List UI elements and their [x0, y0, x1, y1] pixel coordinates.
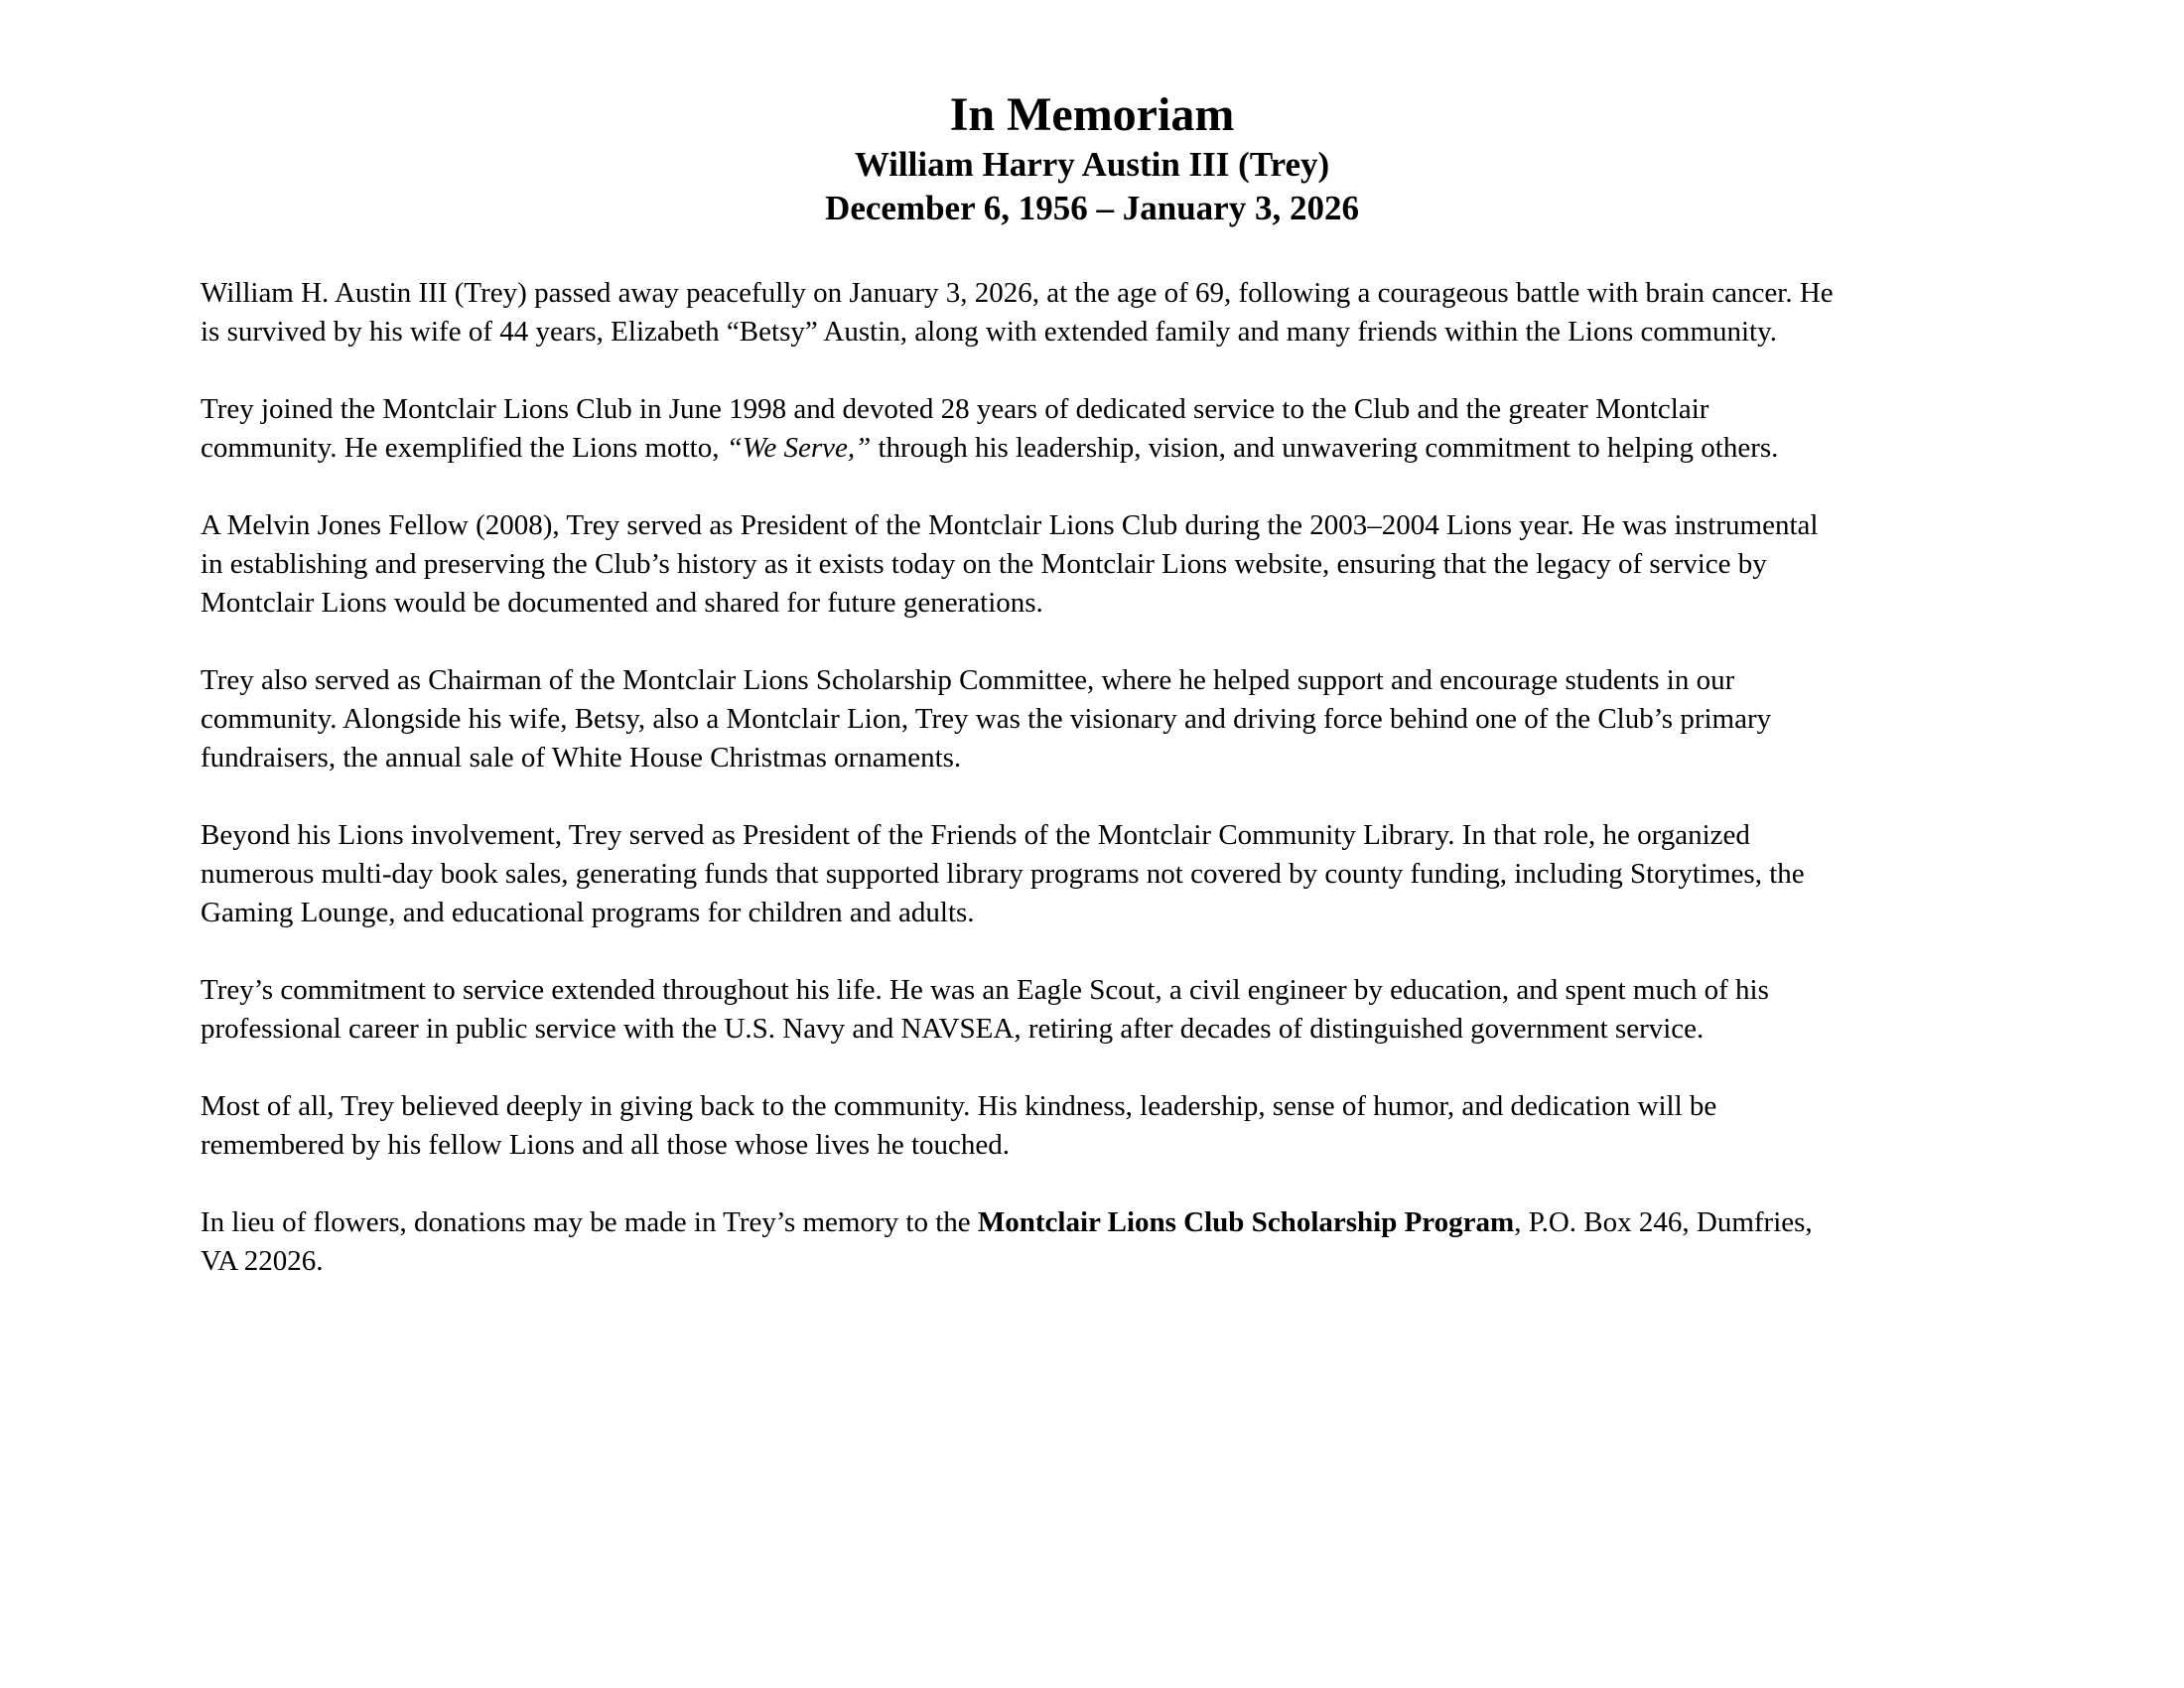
memorial-body [201, 274, 2107, 1320]
paragraph-line [201, 432, 1778, 464]
paragraph-library [201, 816, 2107, 932]
paragraph-line: fundraisers, the annual sale of White House Christmas ornaments. [201, 742, 962, 774]
paragraph-line: community. Alongside his wife, Betsy, also a Montclair Lion, Trey was the visionary and driving force behind one of the Club’s primary [201, 703, 1772, 735]
paragraph-legacy [201, 1087, 2107, 1165]
paragraph-line [201, 1206, 1813, 1238]
honoree-name: William Harry Austin III (Trey) [854, 145, 1330, 184]
paragraph-line: William H. Austin III (Trey) passed away peacefully on January 3, 2026, at the age of 69, following a courageous battle with brain cancer. He [201, 277, 1834, 309]
paragraph-text: , P.O. Box 246, Dumfries, [1514, 1206, 1813, 1238]
scholarship-program-name: Montclair Lions Club Scholarship Program [977, 1206, 1515, 1238]
paragraph-scholarship [201, 661, 2107, 777]
page-title: In Memoriam [949, 88, 1235, 141]
paragraph-text: In lieu of flowers, donations may be made in Trey’s memory to the [201, 1206, 978, 1238]
paragraph-line: remembered by his fellow Lions and all those whose lives he touched. [201, 1129, 1011, 1161]
paragraph-line: numerous multi-day book sales, generating funds that supported library programs not covered by county funding, including Storytimes, the [201, 858, 1805, 890]
paragraph-line: Trey joined the Montclair Lions Club in June 1998 and devoted 28 years of dedicated service to the Club and the greater Montclair [201, 393, 1709, 425]
life-dates: December 6, 1956 – January 3, 2026 [825, 189, 1359, 227]
paragraph-line: Trey also served as Chairman of the Montclair Lions Scholarship Committee, where he helped support and encourage students in our [201, 664, 1735, 696]
paragraph-line: Gaming Lounge, and educational programs for children and adults. [201, 897, 975, 928]
paragraph-line: Beyond his Lions involvement, Trey served as President of the Friends of the Montclair Community Library. In that role, he organized [201, 819, 1750, 851]
paragraph-line: professional career in public service with the U.S. Navy and NAVSEA, retiring after decades of distinguished government service. [201, 1013, 1705, 1045]
paragraph-donations [201, 1203, 2107, 1281]
paragraph-text: through his leadership, vision, and unwavering commitment to helping others. [871, 432, 1779, 464]
lions-motto: “We Serve,” [726, 432, 872, 464]
paragraph-line: A Melvin Jones Fellow (2008), Trey served as President of the Montclair Lions Club during the 2003–2004 Lions year. He was instrumental [201, 509, 1819, 541]
paragraph-line: Trey’s commitment to service extended throughout his life. He was an Eagle Scout, a civil engineer by education, and spent much of his [201, 974, 1769, 1006]
paragraph-line: in establishing and preserving the Club’s history as it exists today on the Montclair Lions website, ensuring that the legacy of service by [201, 548, 1767, 580]
paragraph-passing [201, 274, 2107, 352]
paragraph-line: VA 22026. [201, 1245, 324, 1277]
memorial-header [0, 87, 2184, 230]
paragraph-career [201, 971, 2107, 1049]
paragraph-text: community. He exemplified the Lions motto, [201, 432, 727, 464]
paragraph-joined-club [201, 390, 2107, 468]
paragraph-line: is survived by his wife of 44 years, Elizabeth “Betsy” Austin, along with extended family and many friends within the Lions community. [201, 316, 1777, 348]
paragraph-line: Montclair Lions would be documented and shared for future generations. [201, 587, 1043, 619]
paragraph-presidency [201, 506, 2107, 623]
paragraph-line: Most of all, Trey believed deeply in giving back to the community. His kindness, leadership, sense of humor, and dedication will be [201, 1090, 1717, 1122]
